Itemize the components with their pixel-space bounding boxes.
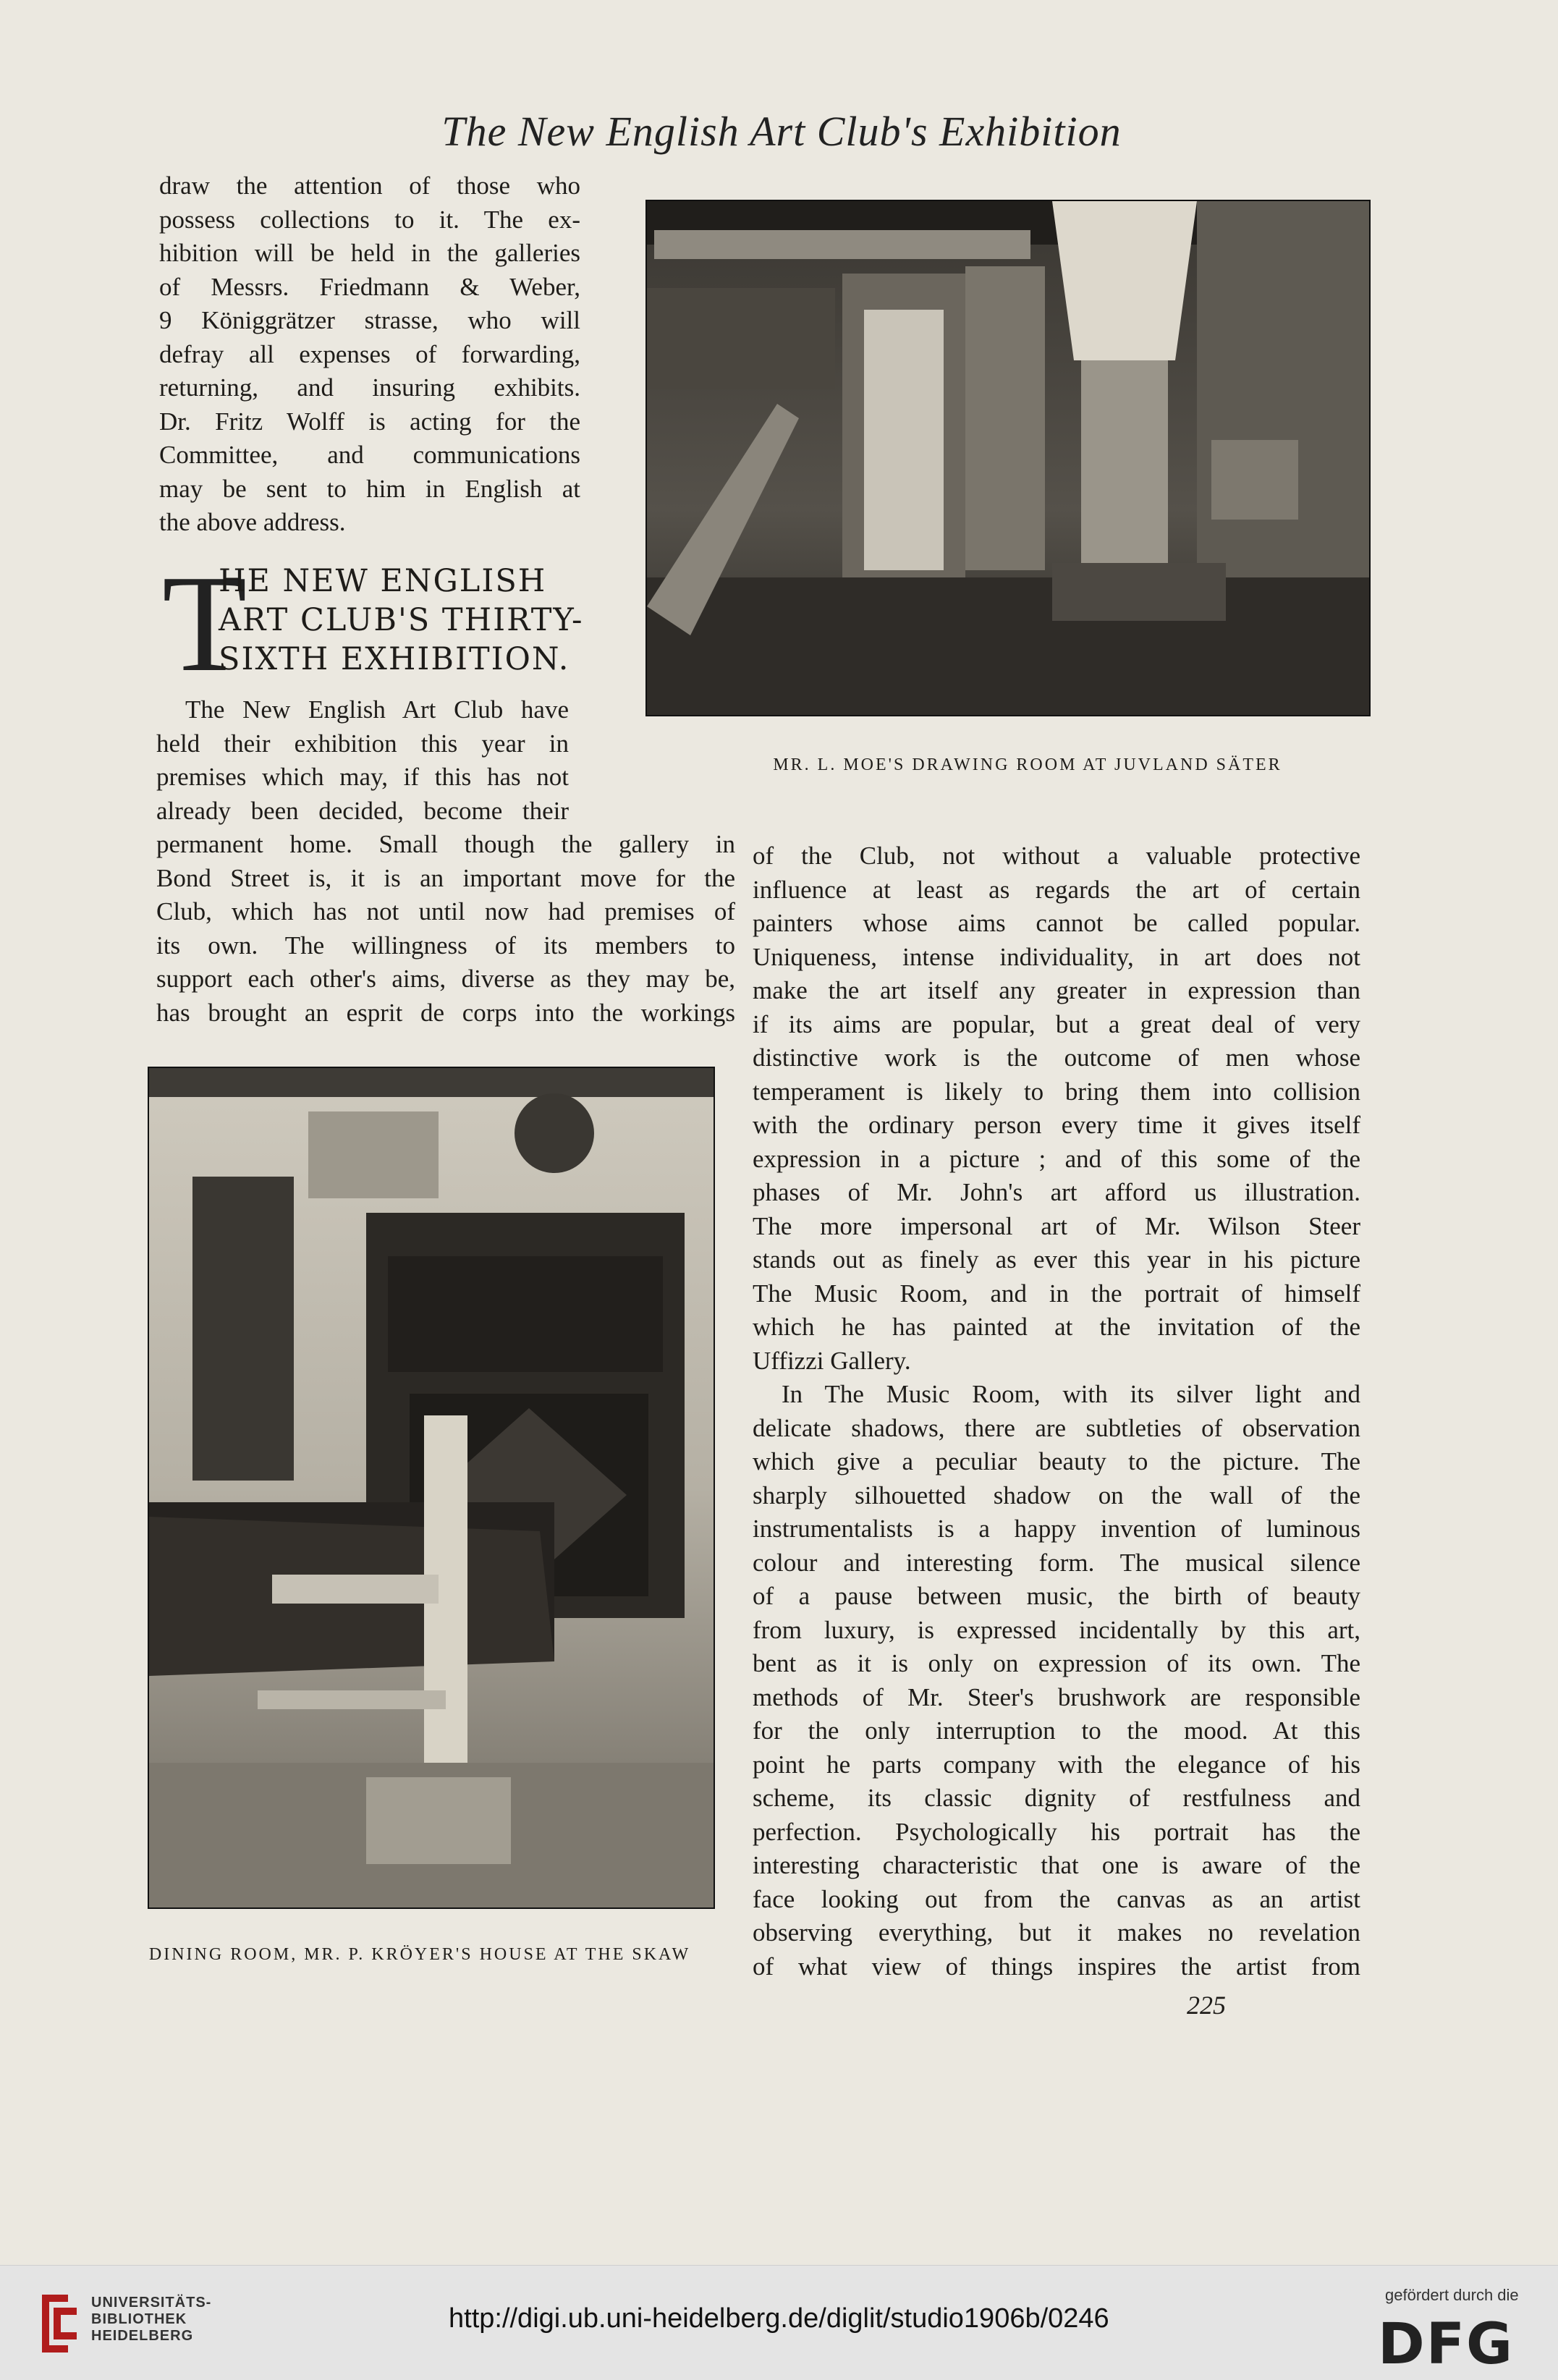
club-line: permanent home. Small though the gallery in xyxy=(156,830,735,858)
heading-line: SIXTH EXHIBITION. xyxy=(219,641,570,677)
right-line: distinctive work is the outcome of men whose xyxy=(753,1043,1360,1072)
right-line: for the only interruption to the mood. At this xyxy=(753,1716,1360,1745)
drawing-room-caption: MR. L. MOE'S DRAWING ROOM AT JUVLAND SÄTER xyxy=(773,755,1282,774)
library-name xyxy=(91,2295,211,2345)
right-line: of a pause between music, the birth of beauty xyxy=(753,1582,1360,1610)
right-line: with the ordinary person every time it gives itself xyxy=(753,1111,1360,1139)
intro-line: Dr. Fritz Wolff is acting for the xyxy=(159,407,580,436)
footer-bar xyxy=(0,2265,1558,2380)
right-line: temperament is likely to bring them into collision xyxy=(753,1077,1360,1106)
library-name-line: HEIDELBERG xyxy=(91,2328,194,2344)
club-line: held their exhibition this year in xyxy=(156,729,569,758)
right-line: from luxury, is expressed incidentally by this art, xyxy=(753,1615,1360,1644)
library-name-line: BIBLIOTHEK xyxy=(91,2311,187,2327)
right-line: Uffizzi Gallery. xyxy=(753,1346,911,1375)
right-line: The Music Room, and in the portrait of himself xyxy=(753,1279,1360,1308)
source-url-link[interactable]: http://digi.ub.uni-heidelberg.de/diglit/studio1906b/0246 xyxy=(449,2303,1109,2334)
club-line: Bond Street is, it is an important move for the xyxy=(156,863,735,892)
intro-paragraph xyxy=(159,169,580,540)
right-line: painters whose aims cannot be called popular. xyxy=(753,909,1360,937)
right-line: delicate shadows, there are subtleties of observation xyxy=(753,1413,1360,1442)
right-line: observing everything, but it makes no revelation xyxy=(753,1918,1360,1947)
running-head: The New English Art Club's Exhibition xyxy=(441,108,1122,155)
funder-note: gefördert durch die xyxy=(1385,2286,1519,2304)
intro-line: possess collections to it. The ex- xyxy=(159,205,580,234)
right-line: expression in a picture ; and of this some of the xyxy=(753,1144,1360,1173)
intro-line: of Messrs. Friedmann & Weber, xyxy=(159,272,580,301)
right-line: Uniqueness, intense individuality, in art does not xyxy=(753,942,1360,971)
club-line: premises which may, if this has not xyxy=(156,763,569,791)
right-column xyxy=(753,839,1360,1983)
right-line: which he has painted at the invitation of the xyxy=(753,1313,1360,1341)
right-line: methods of Mr. Steer's brushwork are responsible xyxy=(753,1682,1360,1711)
intro-line: draw the attention of those who xyxy=(159,171,580,200)
intro-line: hibition will be held in the galleries xyxy=(159,239,580,267)
right-line: perfection. Psychologically his portrait has the xyxy=(753,1817,1360,1846)
club-line: support each other's aims, diverse as they may be, xyxy=(156,965,735,993)
right-line: colour and interesting form. The musical silence xyxy=(753,1548,1360,1577)
right-line: of the Club, not without a valuable protective xyxy=(753,842,1360,870)
right-line: bent as it is only on expression of its own. The xyxy=(753,1649,1360,1677)
university-library-logo-icon xyxy=(36,2287,82,2360)
club-line: its own. The willingness of its members to xyxy=(156,931,735,960)
library-name-line: UNIVERSITÄTS- xyxy=(91,2295,212,2311)
page-number: 225 xyxy=(1187,1991,1226,2020)
right-line: stands out as finely as ever this year in his picture xyxy=(753,1245,1360,1274)
right-line: which give a peculiar beauty to the picture. The xyxy=(753,1447,1360,1475)
right-line: of what view of things inspires the artist from xyxy=(753,1952,1360,1981)
drop-cap: T xyxy=(162,546,247,700)
club-paragraph-start xyxy=(156,693,569,828)
intro-line: the above address. xyxy=(159,508,346,536)
right-line: face looking out from the canvas as an artist xyxy=(753,1884,1360,1913)
right-line: interesting characteristic that one is aware of the xyxy=(753,1851,1360,1879)
right-line: influence at least as regards the art of certain xyxy=(753,875,1360,904)
right-line: if its aims are popular, but a great deal of very xyxy=(753,1009,1360,1038)
right-line: instrumentalists is a happy invention of luminous xyxy=(753,1515,1360,1543)
dfg-logo: DFG xyxy=(1378,2312,1515,2377)
club-line: The New English Art Club have xyxy=(185,695,569,724)
right-line: scheme, its classic dignity of restfulness and xyxy=(753,1784,1360,1812)
intro-line: defray all expenses of forwarding, xyxy=(159,339,580,368)
right-line: phases of Mr. John's art afford us illustration. xyxy=(753,1178,1360,1206)
heading-line: HE NEW ENGLISH xyxy=(219,563,547,599)
intro-line: returning, and insuring exhibits. xyxy=(159,373,580,402)
club-line: already been decided, become their xyxy=(156,796,569,825)
club-line: Club, which has not until now had premises of xyxy=(156,897,735,926)
intro-line: Committee, and communications xyxy=(159,441,580,469)
right-line: The more impersonal art of Mr. Wilson Steer xyxy=(753,1211,1360,1240)
club-line: has brought an esprit de corps into the workings xyxy=(156,998,735,1027)
dining-room-caption: DINING ROOM, MR. P. KRÖYER'S HOUSE AT THE SKAW xyxy=(148,1945,691,1964)
section-heading xyxy=(162,546,584,700)
right-line: make the art itself any greater in expression than xyxy=(753,976,1360,1004)
right-line: In The Music Room, with its silver light and xyxy=(782,1380,1360,1408)
right-line: point he parts company with the elegance of his xyxy=(753,1750,1360,1779)
club-paragraph-continued xyxy=(156,828,735,1030)
heading-line: ART CLUB'S THIRTY- xyxy=(219,602,584,638)
dining-room-photo xyxy=(148,1067,715,1909)
intro-line: 9 Königgrätzer strasse, who will xyxy=(159,306,580,334)
intro-line: may be sent to him in English at xyxy=(159,474,580,503)
drawing-room-photo xyxy=(645,200,1371,716)
right-line: sharply silhouetted shadow on the wall of the xyxy=(753,1481,1360,1509)
